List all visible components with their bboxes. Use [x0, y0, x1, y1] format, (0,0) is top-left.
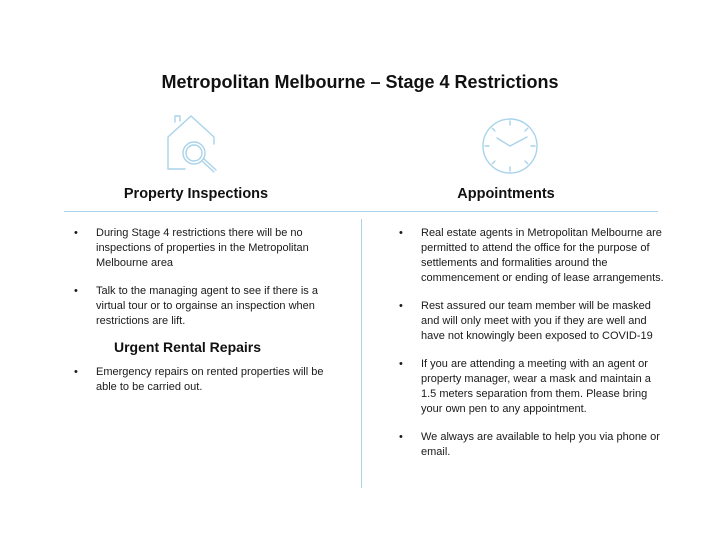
list-item: • Real estate agents in Metropolitan Melbourne are permitted to attend the office for the purpose of settlements and formalities around the commencement or ending of lease arrangements.: [399, 226, 664, 286]
list-item: • Rest assured our team member will be masked and will only meet with you if they are well and have not knowingly been exposed to COVID-19: [399, 299, 664, 344]
horizontal-divider: [64, 211, 658, 212]
vertical-divider: [361, 219, 362, 488]
urgent-repairs-list: [74, 365, 336, 408]
list-item: • We always are available to help you via phone or email.: [399, 430, 664, 460]
clock-icon: [480, 116, 540, 176]
list-item: • Emergency repairs on rented properties will be able to be carried out.: [74, 365, 336, 395]
page-title: Metropolitan Melbourne – Stage 4 Restrictions: [161, 72, 559, 92]
list-item: • Talk to the managing agent to see if there is a virtual tour or to orgainse an inspection when restrictions are lift.: [74, 284, 336, 329]
urgent-rental-repairs-heading: Urgent Rental Repairs: [114, 339, 262, 355]
property-inspections-heading: Property Inspections: [123, 186, 269, 202]
appointments-list: [399, 226, 664, 473]
house-search-icon: [163, 112, 223, 174]
list-item: • During Stage 4 restrictions there will be no inspections of properties in the Metropolitan Melbourne area: [74, 226, 336, 271]
property-inspections-list: [74, 226, 336, 342]
list-item: • If you are attending a meeting with an agent or property manager, wear a mask and maintain a 1.5 meters separation from them. Please bring your own pen to any appointment.: [399, 357, 664, 417]
appointments-heading: Appointments: [457, 186, 555, 202]
